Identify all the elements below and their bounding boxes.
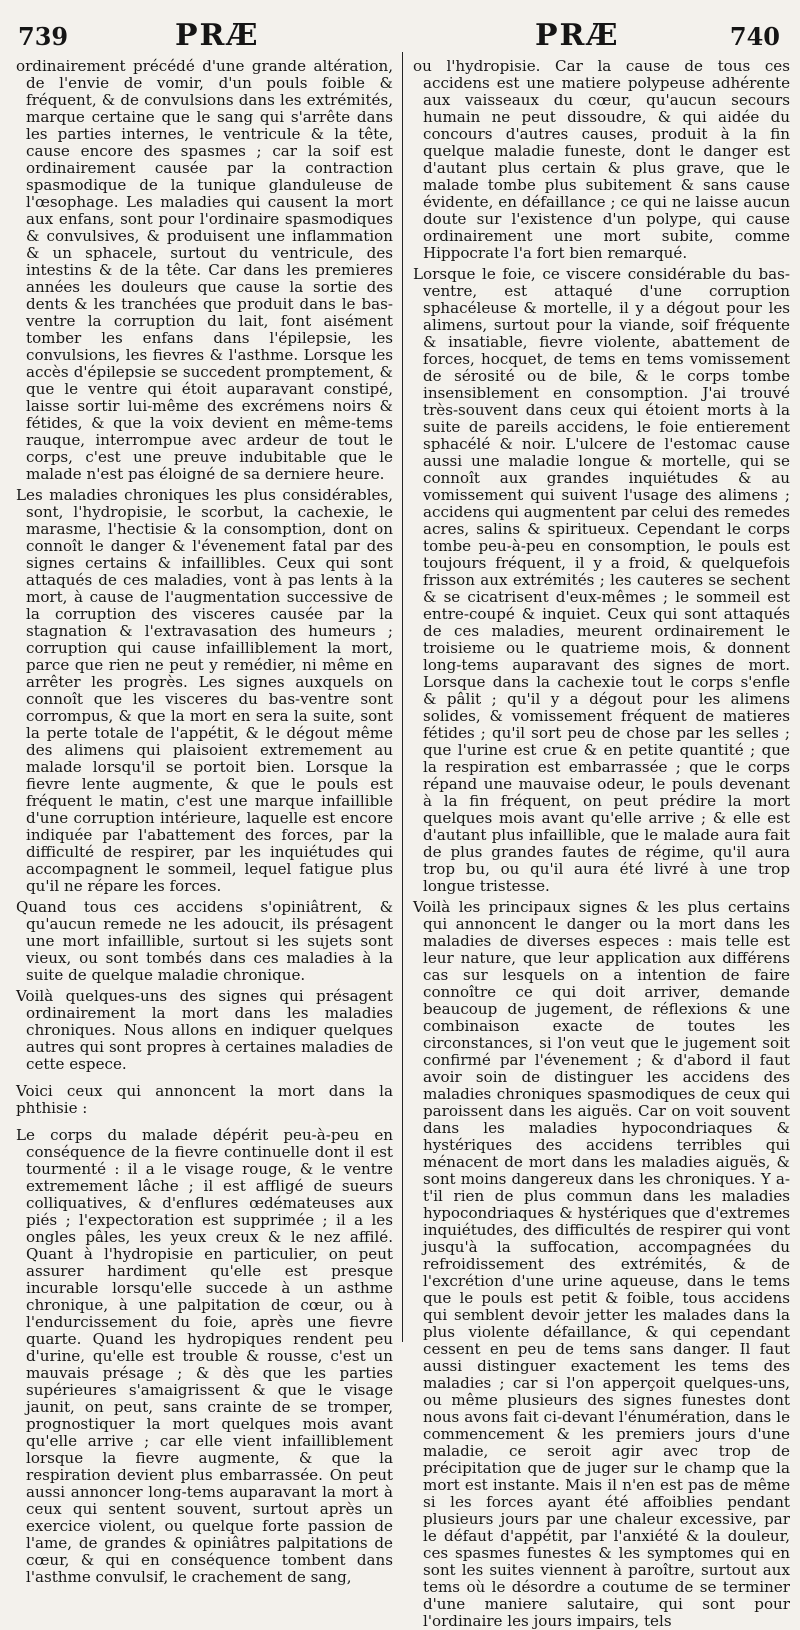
paragraph: Voilà les principaux signes & les plus certains qui annoncent le danger ou la mort dans les maladies de diverses especes : mais telle est leur nature, que leur application aux différens cas sur lesquels on a intention de faire connoître ce qui doit arriver, demande beaucoup de jugement, de réflexions & une combinaison exacte de toutes les circonstances, si l'on veut que le jugement soit confirmé par l'évenement ; & d'abord il faut avoir soin de distinguer les accidens des maladies chroniques spasmodiques de ceux qui paroissent dans les aiguës. Car on voit souvent dans les maladies hypocondriaques & hystériques des accidens terribles qui ménacent de mort dans les maladies aiguës, & sont moins dangereux dans les chroniques. Y a-t'il rien de plus commun dans les maladies hypocondriaques & hystériques que d'extremes inquiétudes, des difficultés de respirer qui vont jusqu'à la suffocation, accompagnées du refroidissement des extrémités, & de l'excrétion d'une urine aqueuse, dans le tems que le pouls est petit & foible, tous accidens qui semblent devoir jetter les malades dans la plus violente défaillance, & qui cependant cessent en peu de tems sans danger. Il faut aussi distinguer exactement les tems des maladies ; car si l'on apperçoit quelques-uns, ou même plusieurs des signes funestes dont nous avons fait ci-devant l'énumération, dans le commencement & les premiers jours d'une maladie, ce seroit agir avec trop de précipitation que de juger sur le champ que la mort est instante. Mais il n'en est pas de même si les forces ayant été affoiblies pendant plusieurs jours par une chaleur excessive, par le défaut d'appétit, par l'anxiété & la douleur, ces spasmes funestes & les symptomes qui en sont les suites viennent à paroître, surtout aux tems où le désordre a coutume de se terminer d'une maniere salutaire, qui sont pour l'ordinaire les jours impairs, tels [413,898,790,1630]
paragraph: Quand tous ces accidens s'opiniâtrent, & qu'aucun remede ne les adoucit, ils présagent une mort infaillible, surtout si les sujets sont vieux, ou sont tombés dans ces maladies à la suite de quelque maladie chronique. [16,898,393,984]
page-header [0,14,800,58]
right-running-head: PRÆ [535,18,620,53]
right-text-column [413,57,790,1630]
left-text-column [16,57,393,1586]
paragraph: Le corps du malade dépérit peu-à-peu en conséquence de la fievre continuelle dont il est tourmenté : il a le visage rouge, & le ventre extremement lâche ; il est affligé de sueurs colliquatives, & d'enflures œdémateuses aux piés ; l'expectoration est supprimée ; il a les ongles pâles, les yeux creux & le nez affilé. Quant à l'hydropisie en particulier, on peut assurer hardiment qu'elle est presque incurable lorsqu'elle succede à un asthme chronique, à une palpitation de cœur, ou à l'endurcissement du foie, après une fievre quarte. Quand les hydropiques rendent peu d'urine, qu'elle est trouble & rousse, c'est un mauvais présage ; & dès que les parties supérieures s'amaigrissent & que le visage jaunit, on peut, sans crainte de se tromper, prognostiquer la mort quelques mois avant qu'elle arrive ; car elle vient infailliblement lorsque la fievre augmente, & que la respiration devient plus embarrassée. On peut aussi annoncer long-tems auparavant la mort à ceux qui sentent souvent, surtout après un exercice violent, ou quelque forte passion de l'ame, de grandes & opiniâtres palpitations de cœur, & qui en conséquence tombent dans l'asthme convulsif, le crachement de sang, [16,1126,393,1586]
left-running-head: PRÆ [175,18,260,53]
paragraph: ordinairement précédé d'une grande altération, de l'envie de vomir, d'un pouls foible & fréquent, & de convulsions dans les extrémités, marque certaine que le sang qui s'arrête dans les parties internes, le ventricule & la tête, cause encore des spasmes ; car la soif est ordinairement causée par la contraction spasmodique de la tunique glanduleuse de l'œsophage. Les maladies qui causent la mort aux enfans, sont pour l'ordinaire spasmodiques & convulsives, & produisent une inflammation & un sphacele, surtout du ventricule, des intestins & de la tête. Car dans les premieres années les douleurs que cause la sortie des dents & les tranchées que produit dans le bas-ventre la corruption du lait, font aisément tomber les enfans dans l'épilepsie, les convulsions, les fievres & l'asthme. Lorsque les accès d'épilepsie se succedent promptement, & que le ventre qui étoit auparavant constipé, laisse sortir lui-même des excrémens noirs & fétides, & que la voix devient en même-tems rauque, interrompue avec ardeur de tout le corps, c'est une preuve indubitable que le malade n'est pas éloigné de sa derniere heure. [16,57,393,483]
right-page-number: 740 [729,22,780,51]
paragraph: Voilà quelques-uns des signes qui présagent ordinairement la mort dans les maladies chroniques. Nous allons en indiquer quelques autres qui sont propres à certaines maladies de cette espece. [16,987,393,1073]
paragraph: Lorsque le foie, ce viscere considérable du bas-ventre, est attaqué d'une corruption sphacéleuse & mortelle, il y a dégout pour les alimens, surtout pour la viande, soif fréquente & insatiable, fievre violente, abattement de forces, hocquet, de tems en tems vomissement de sérosité ou de bile, & le corps tombe insensiblement en consomption. J'ai trouvé très-souvent dans ceux qui étoient morts à la suite de pareils accidens, le foie entierement sphacélé & noir. L'ulcere de l'estomac cause aussi une maladie longue & mortelle, qui se connoît aux grandes inquiétudes & au vomissement qui suivent l'usage des alimens ; accidens qui augmentent par celui des remedes acres, salins & spiritueux. Cependant le corps tombe peu-à-peu en consomption, le pouls est toujours fréquent, il y a froid, & quelquefois frisson aux extrémités ; les cauteres se sechent & se cicatrisent d'eux-mêmes ; le sommeil est entre-coupé & inquiet. Ceux qui sont attaqués de ces maladies, meurent ordinairement le troisieme ou le quatrieme mois, & donnent long-tems auparavant des signes de mort. Lorsque dans la cachexie tout le corps s'enfle & pâlit ; qu'il y a dégout pour les alimens solides, & vomissement fréquent de matieres fétides ; qu'il sort peu de chose par les selles ; que l'urine est crue & en petite quantité ; que la respiration est embarrassée ; que le corps répand une mauvaise odeur, le pouls devenant à la fin fréquent, on peut prédire la mort quelques mois avant qu'elle arrive ; & elle est d'autant plus infaillible, que le malade aura fait de plus grandes fautes de régime, qu'il aura trop bu, ou qu'il aura été livré à une trop longue tristesse. [413,265,790,895]
paragraph: ou l'hydropisie. Car la cause de tous ces accidens est une matiere polypeuse adhérente aux vaisseaux du cœur, qu'aucun secours humain ne peut dissoudre, & qui aidée du concours d'autres causes, produit à la fin quelque maladie funeste, dont le danger est d'autant plus certain & plus grave, que le malade tombe plus subitement & sans cause évidente, en défaillance ; ce qui ne laisse aucun doute sur l'existence d'un polype, qui cause ordinairement une mort subite, comme Hippocrate l'a fort bien remarqué. [413,57,790,262]
left-page-number: 739 [18,22,69,51]
column-divider [402,52,403,1342]
paragraph: Les maladies chroniques les plus considérables, sont, l'hydropisie, le scorbut, la cachexie, le marasme, l'hectisie & la consomption, dont on connoît le danger & l'évenement fatal par des signes certains & infaillibles. Ceux qui sont attaqués de ces maladies, vont à pas lents à la mort, à cause de l'augmentation successive de la corruption des visceres causée par la stagnation & l'extravasation des humeurs ; corruption qui cause infailliblement la mort, parce que rien ne peut y remédier, ni même en arrêter les progrès. Les signes auxquels on connoît que les visceres du bas-ventre sont corrompus, & que la mort en sera la suite, sont la perte totale de l'appétit, & le dégout même des alimens qui plaisoient extremement au malade lorsqu'il se portoit bien. Lorsque la fievre lente augmente, & que le pouls est fréquent le matin, c'est une marque infaillible d'une corruption intérieure, laquelle est encore indiquée par l'abattement des forces, par la difficulté de respirer, par les inquiétudes qui accompagnent le sommeil, lequel fatigue plus qu'il ne répare les forces. [16,486,393,895]
subheading: Voici ceux qui annoncent la mort dans la phthisie : [16,1082,393,1117]
